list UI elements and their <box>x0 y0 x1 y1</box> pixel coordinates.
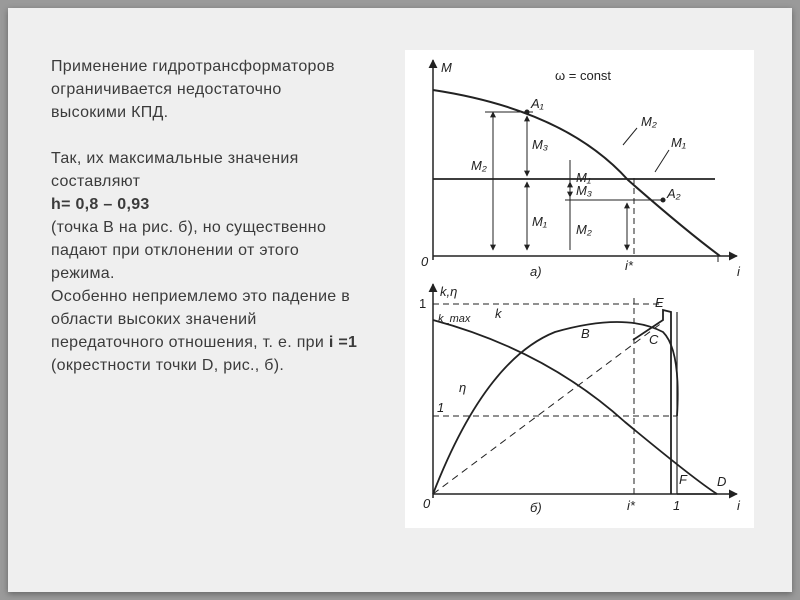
label-point-b: B <box>581 326 590 341</box>
label-curve-m2: M₂ <box>641 114 657 129</box>
bottom-plot <box>433 284 737 498</box>
paragraph-gap <box>51 124 361 147</box>
eta-curve <box>433 322 678 494</box>
paragraph-2 <box>51 147 361 285</box>
bottom-i-star: i* <box>627 498 635 513</box>
top-y-label: M <box>441 60 452 75</box>
label-one-mid: 1 <box>437 400 445 415</box>
ratio-value: i =1 <box>328 334 358 351</box>
bottom-origin: 0 <box>423 496 431 511</box>
figure-svg <box>405 50 754 528</box>
slide <box>8 8 792 592</box>
torque-efficiency-figure <box>405 50 754 528</box>
point-a1 <box>525 110 529 114</box>
paragraph-2-line-1: Так, их максимальные значения составляют <box>51 150 299 190</box>
label-point-c: C <box>649 332 659 347</box>
label-dim-m2: M₂ <box>471 158 487 173</box>
label-k: k <box>495 306 502 321</box>
label-one-x: 1 <box>673 498 681 513</box>
bottom-caption: б) <box>530 500 542 515</box>
label-kmax: k_max <box>438 313 471 325</box>
label-a2: A₂ <box>667 186 681 201</box>
paragraph-2-line-3: (точка В на рис. б), но существенно падают при отклонении от этого режима. <box>51 219 327 282</box>
label-one-top: 1 <box>419 296 427 311</box>
point-a2 <box>661 198 665 202</box>
paragraph-3-start: Особенно неприемлемо это падение в области высоких значений передаточного отношения, т. е. при <box>51 288 351 351</box>
label-point-f: F <box>679 472 687 487</box>
top-labels <box>421 60 741 279</box>
label-point-e: E <box>655 295 664 310</box>
top-i-star: i* <box>625 258 633 273</box>
leader-m2 <box>623 128 637 145</box>
efficiency-range: h= 0,8 – 0,93 <box>51 196 150 213</box>
label-dim2-m2: M₂ <box>576 222 592 237</box>
slide-text <box>51 55 361 377</box>
paragraph-3-end: (окрестности точки D, рис., б). <box>51 357 285 374</box>
bottom-x-label: i <box>737 498 740 513</box>
label-dim-m3: M₃ <box>532 137 548 152</box>
bottom-labels <box>419 284 741 515</box>
top-condition: ω = const <box>555 68 612 83</box>
paragraph-3 <box>51 285 361 377</box>
leader-m1 <box>655 150 669 172</box>
label-curve-m1: M₁ <box>671 135 686 150</box>
top-origin: 0 <box>421 254 429 269</box>
bottom-y-label: k,η <box>440 284 458 299</box>
label-dim2-m3: M₃ <box>576 183 592 198</box>
top-x-label: i <box>737 264 740 279</box>
diagonal-dashed <box>433 322 663 494</box>
label-eta: η <box>459 380 467 395</box>
top-caption: а) <box>530 264 542 279</box>
label-dim-m1: M₁ <box>532 214 547 229</box>
label-a1: A₁ <box>531 96 544 111</box>
paragraph-1: Применение гидротрансформаторов ограничивается недостаточно высокими КПД. <box>51 58 335 121</box>
label-dim2-m1: M₁ <box>576 170 591 185</box>
label-point-d: D <box>717 474 727 489</box>
